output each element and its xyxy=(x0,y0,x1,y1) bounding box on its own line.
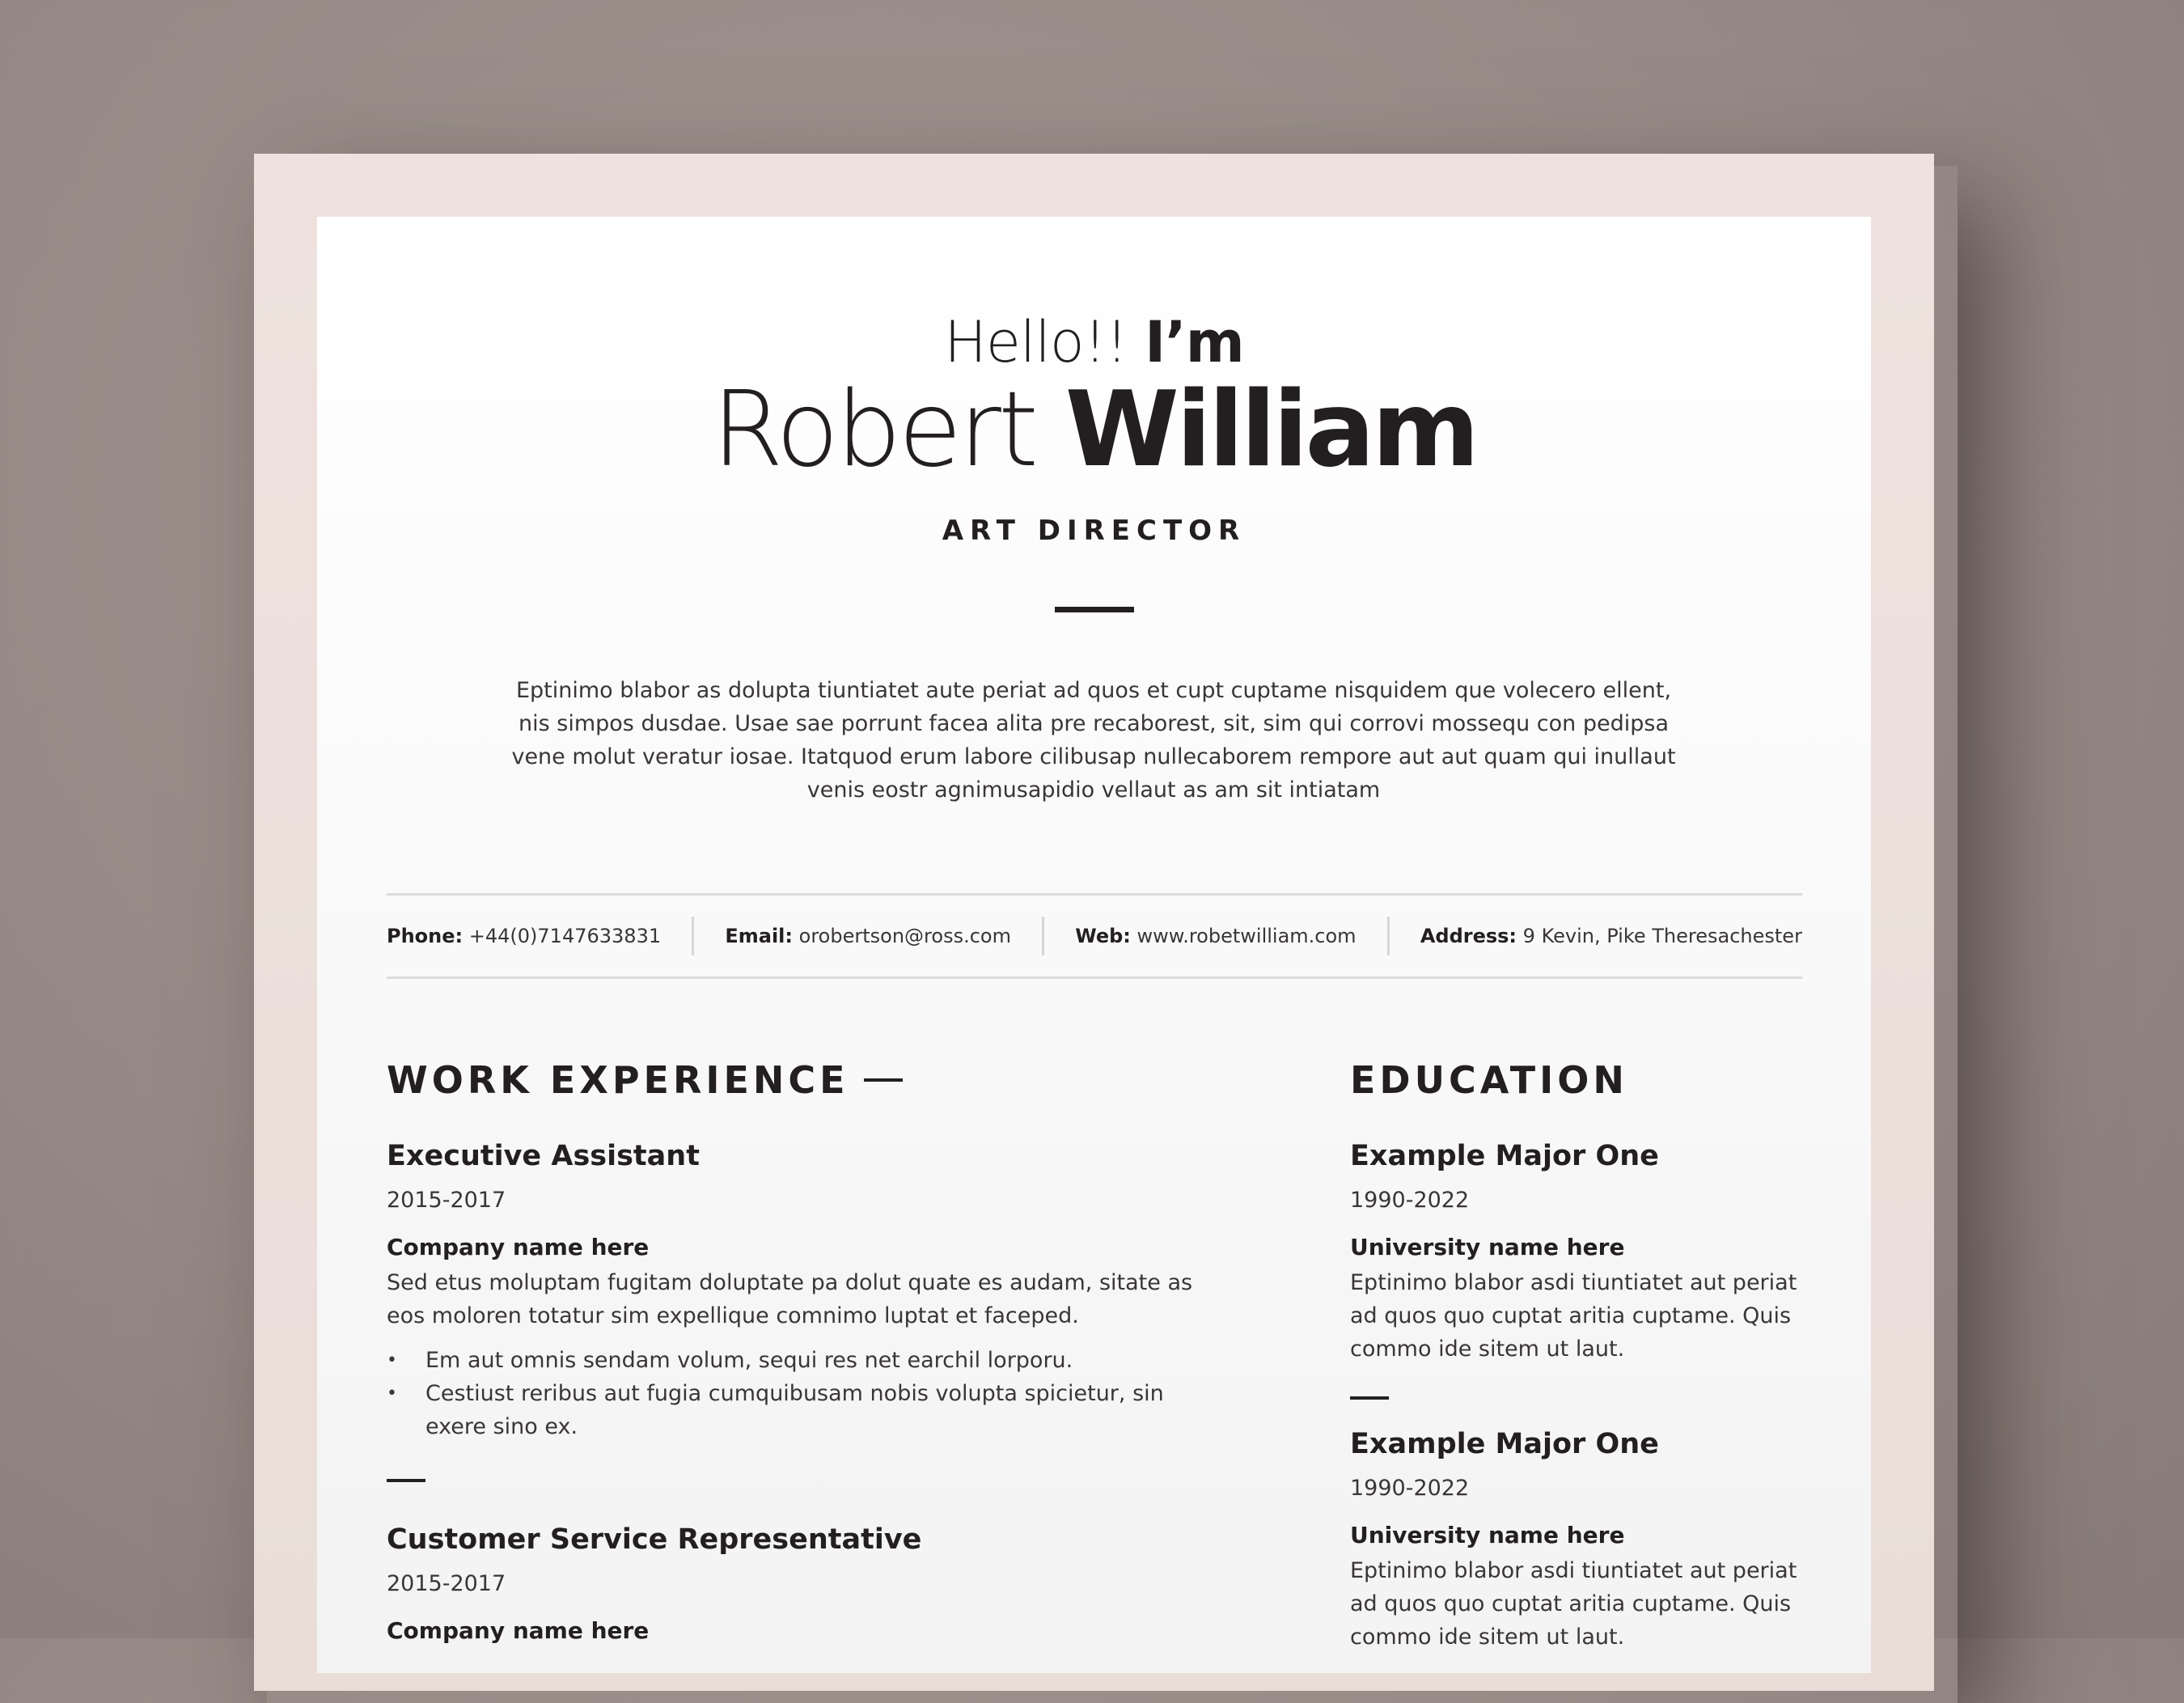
phone-label: Phone: xyxy=(387,925,463,947)
entry-divider xyxy=(1350,1396,1389,1400)
education-description: Eptinimo blabor asdi tiuntiatet aut periat ad quos quo cuptat aritia cuptame. Quis commo ide sitem ut laut. xyxy=(1350,1270,1797,1362)
contact-bar xyxy=(387,893,1802,979)
email-value: orobertson@ross.com xyxy=(798,925,1011,947)
job-title: Customer Service Representative xyxy=(387,1523,922,1556)
contact-email xyxy=(725,925,1011,947)
job-bullets xyxy=(387,1344,1204,1443)
phone-value: +44(0)7147633831 xyxy=(468,925,662,947)
web-label: Web: xyxy=(1075,925,1131,947)
education-years: 1990-2022 xyxy=(1350,1188,1470,1213)
job-entry xyxy=(387,1523,1204,1644)
first-name: Robert xyxy=(711,370,1036,490)
university-name: University name here xyxy=(1350,1234,1625,1260)
contact-separator xyxy=(1387,917,1390,955)
resume-page xyxy=(317,217,1871,1673)
work-experience-heading xyxy=(387,1058,903,1102)
work-column xyxy=(387,1142,1204,1642)
contact-separator xyxy=(1042,917,1044,955)
job-entry xyxy=(387,1142,1204,1443)
job-title: Executive Assistant xyxy=(387,1140,700,1172)
education-column xyxy=(1350,1142,1811,1654)
header-divider xyxy=(1055,607,1134,612)
company-name: Company name here xyxy=(387,1234,650,1260)
education-entry xyxy=(1350,1430,1811,1654)
major-title: Example Major One xyxy=(1350,1428,1659,1460)
full-name xyxy=(317,370,1871,490)
greeting-text: Hello!! xyxy=(944,309,1128,375)
job-bullet: • Em aut omnis sendam volum, sequi res net earchil lorporu. xyxy=(387,1344,1204,1377)
summary-text: Eptinimo blabor as dolupta tiuntiatet aute periat ad quos et cupt cuptame nisquidem que volecero ellent, nis simpos dusdae. Usae sae porrunt facea alita pre recaborest, sit, sim qui corrovi mossequ con pedipsa vene molut veratur iosae. Itatquod erum labore cilibusap nullecaborem rempore aut aut quam qui inullaut venis eostr agnimusapidio vellaut as am sit intiatam xyxy=(511,678,1676,803)
email-label: Email: xyxy=(725,925,794,947)
greeting xyxy=(317,309,1871,375)
job-years: 2015-2017 xyxy=(387,1571,506,1596)
contact-phone xyxy=(387,925,661,947)
job-description: Sed etus moluptam fugitam doluptate pa dolut quate es audam, sitate as eos moloren totatur sim expellique comnimo luptat et faceped. xyxy=(387,1270,1193,1328)
work-experience-title: WORK EXPERIENCE xyxy=(387,1058,849,1102)
university-name: University name here xyxy=(1350,1522,1625,1548)
contact-web xyxy=(1075,925,1356,947)
education-description: Eptinimo blabor asdi tiuntiatet aut periat ad quos quo cuptat aritia cuptame. Quis commo ide sitem ut laut. xyxy=(1350,1558,1797,1650)
address-label: Address: xyxy=(1420,925,1517,947)
contact-address xyxy=(1420,925,1802,947)
last-name: William xyxy=(1064,370,1477,490)
major-title: Example Major One xyxy=(1350,1140,1659,1172)
greeting-bold: I’m xyxy=(1145,309,1244,375)
company-name: Company name here xyxy=(387,1617,650,1644)
job-years: 2015-2017 xyxy=(387,1188,506,1213)
web-value: www.robetwilliam.com xyxy=(1136,925,1357,947)
education-entry xyxy=(1350,1142,1811,1366)
entry-divider xyxy=(387,1479,425,1482)
contact-separator xyxy=(692,917,694,955)
job-bullet: • Cestiust reribus aut fugia cumquibusam nobis volupta spicietur, sin exere sino ex. xyxy=(387,1377,1204,1443)
address-value: 9 Kevin, Pike Theresachester xyxy=(1522,925,1802,947)
education-heading: EDUCATION xyxy=(1350,1058,1628,1102)
heading-dash xyxy=(864,1078,903,1082)
job-role: ART DIRECTOR xyxy=(942,515,1246,547)
education-years: 1990-2022 xyxy=(1350,1476,1470,1501)
